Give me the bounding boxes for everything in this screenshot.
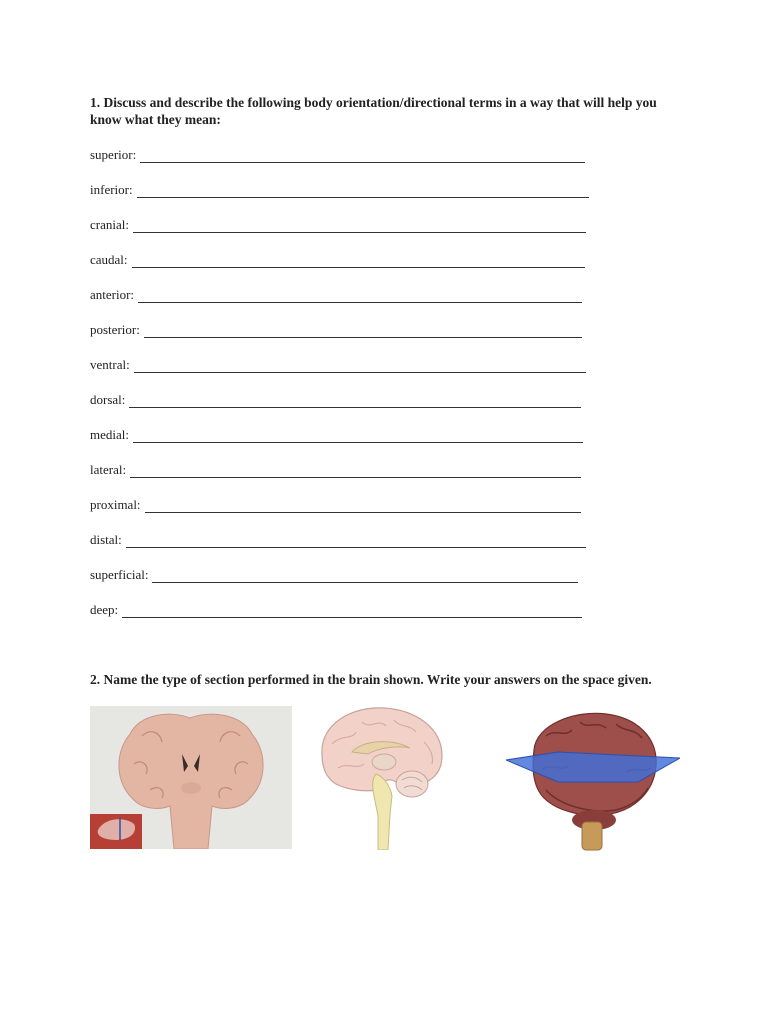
answer-line-superficial[interactable] [152, 569, 578, 583]
term-label: dorsal: [90, 392, 126, 407]
coronal-brain-illustration [90, 706, 292, 849]
horizontal-brain-illustration [506, 710, 680, 852]
term-label: medial: [90, 427, 129, 442]
answer-line-distal[interactable] [126, 534, 586, 548]
term-row-superficial [90, 565, 578, 583]
question-1-heading: 1. Discuss and describe the following body orientation/directional terms in a way that will help you know what they mean: [90, 95, 657, 127]
term-label: inferior: [90, 182, 133, 197]
answer-line-medial[interactable] [133, 429, 583, 443]
answer-line-dorsal[interactable] [129, 394, 581, 408]
term-row-posterior [90, 320, 582, 338]
term-label: lateral: [90, 462, 127, 477]
question-2-heading: 2. Name the type of section performed in the brain shown. Write your answers on the space given. [90, 672, 652, 687]
answer-line-anterior[interactable] [138, 289, 582, 303]
answer-line-lateral[interactable] [130, 464, 581, 478]
term-row-superior [90, 145, 585, 163]
answer-line-caudal[interactable] [132, 254, 585, 268]
term-label: proximal: [90, 497, 141, 512]
term-row-medial [90, 425, 583, 443]
answer-line-posterior[interactable] [144, 324, 582, 338]
answer-line-cranial[interactable] [133, 219, 586, 233]
term-row-anterior [90, 285, 582, 303]
answer-line-inferior[interactable] [137, 184, 589, 198]
term-row-inferior [90, 180, 589, 198]
term-row-ventral [90, 355, 586, 373]
term-label: ventral: [90, 357, 130, 372]
answer-line-deep[interactable] [122, 604, 582, 618]
term-label: distal: [90, 532, 122, 547]
term-row-dorsal [90, 390, 581, 408]
term-row-lateral [90, 460, 581, 478]
answer-line-superior[interactable] [140, 149, 585, 163]
sagittal-section-image [312, 704, 448, 850]
answer-line-ventral[interactable] [134, 359, 586, 373]
sagittal-brain-illustration [312, 704, 448, 850]
term-row-distal [90, 530, 586, 548]
term-label: deep: [90, 602, 119, 617]
coronal-section-image [90, 706, 292, 849]
term-row-proximal [90, 495, 581, 513]
term-label: cranial: [90, 217, 129, 232]
term-row-caudal [90, 250, 585, 268]
answer-line-proximal[interactable] [145, 499, 581, 513]
term-label: superior: [90, 147, 137, 162]
term-label: posterior: [90, 322, 140, 337]
term-label: superficial: [90, 567, 149, 582]
term-label: caudal: [90, 252, 128, 267]
horizontal-section-image [506, 710, 680, 852]
term-row-cranial [90, 215, 586, 233]
term-row-deep [90, 600, 582, 618]
term-label: anterior: [90, 287, 135, 302]
